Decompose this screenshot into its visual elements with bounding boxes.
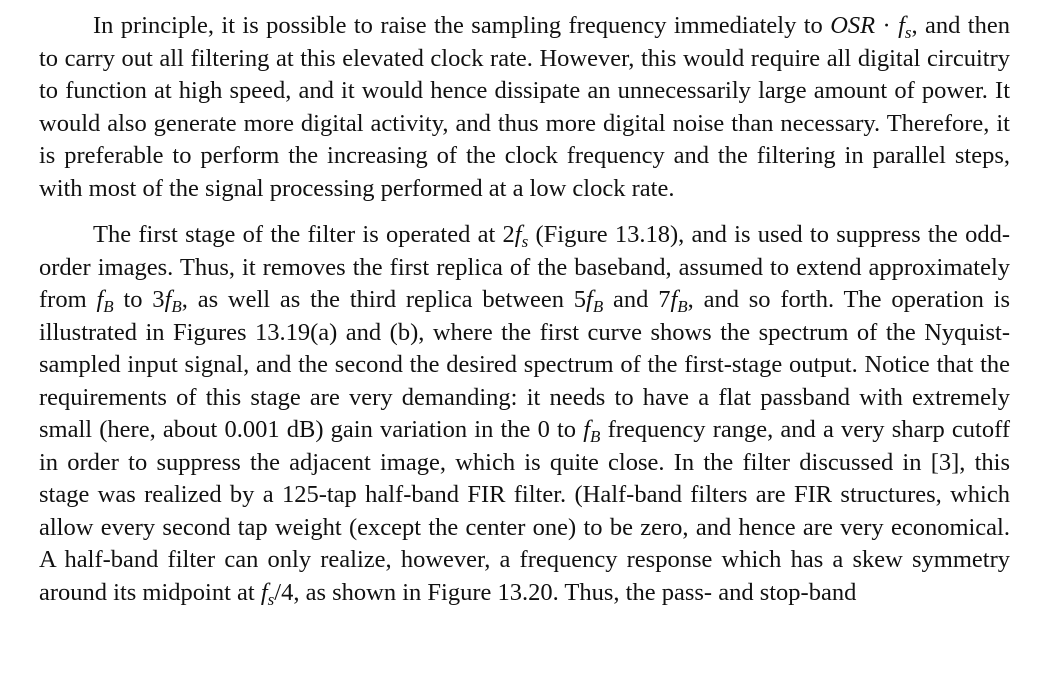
math-symbol: f: [164, 286, 172, 313]
text-run: In principle, it is possible to raise the sampling frequency immediately to: [93, 12, 831, 39]
math-symbol: f: [96, 286, 104, 313]
math-subscript: s: [521, 232, 529, 251]
text-run: The first stage of the filter is operated at 2: [93, 221, 515, 248]
math-symbol: f: [583, 416, 591, 443]
text-run: , and so forth. The operation is illustrated in Figures 13.19(a) and (b), where the first curve shows the spectrum of the Nyquist-sampled input signal, and the second the desired spectrum of the first-stage output. Notice that the requirements of this stage are very demanding: it needs to have a flat passband with extremely small (here, about 0.001 dB) gain variation in the 0 to: [39, 286, 1011, 443]
text-run: , and then to carry out all filtering at this elevated clock rate. However, this would require all digital circuitry to function at high speed, and it would hence dissipate an unnecessarily large amount of power. It would also generate more digital activity, and thus more digital noise than necessary. Therefore, it is preferable to perform the increasing of the clock frequency and the filtering in parallel steps, with most of the signal processing performed at a low clock rate.: [39, 12, 1010, 202]
paragraph-2: [39, 219, 1010, 609]
document-page: [39, 10, 1010, 609]
math-subscript: B: [103, 297, 114, 316]
math-symbol: f: [586, 286, 593, 313]
text-run: , as well as the third replica between 5: [181, 286, 587, 313]
math-subscript: B: [590, 427, 601, 446]
math-subscript: B: [677, 297, 688, 316]
text-run: (Figure 13.18), and is used to suppress the odd-order images. Thus, it removes the first replica of the baseband, assumed to extend approximately from: [39, 221, 1010, 313]
math-subscript: B: [592, 297, 604, 316]
math-symbol: f: [670, 286, 678, 313]
math-symbol: f: [514, 221, 522, 248]
text-run: and 7: [603, 286, 671, 313]
math-subscript: s: [267, 589, 275, 609]
math-symbol: f: [898, 12, 905, 39]
text-run: frequency range, and a very sharp cutoff in order to suppress the adjacent image, which is quite close. In the filter discussed in [3], this stage was realized by a 125-tap half-band FIR filter. (Half-band filters are FIR structures, which allow every second tap weight (except the center one) to be zero, and hence are very economical. A half-band filter can only realize, however, a frequency response which has a skew symmetry around its midpoint at: [39, 416, 1010, 606]
text-run: /4, as shown in Figure 13.20. Thus, the pass- and stop-band: [274, 578, 857, 606]
math-symbol: f: [260, 578, 268, 606]
math-subscript: s: [904, 23, 912, 42]
math-symbol: OSR: [830, 12, 876, 39]
paragraph-1: [39, 10, 1010, 205]
math-subscript: B: [171, 297, 182, 316]
text-run: to 3: [113, 286, 165, 313]
text-run: ·: [875, 12, 899, 39]
